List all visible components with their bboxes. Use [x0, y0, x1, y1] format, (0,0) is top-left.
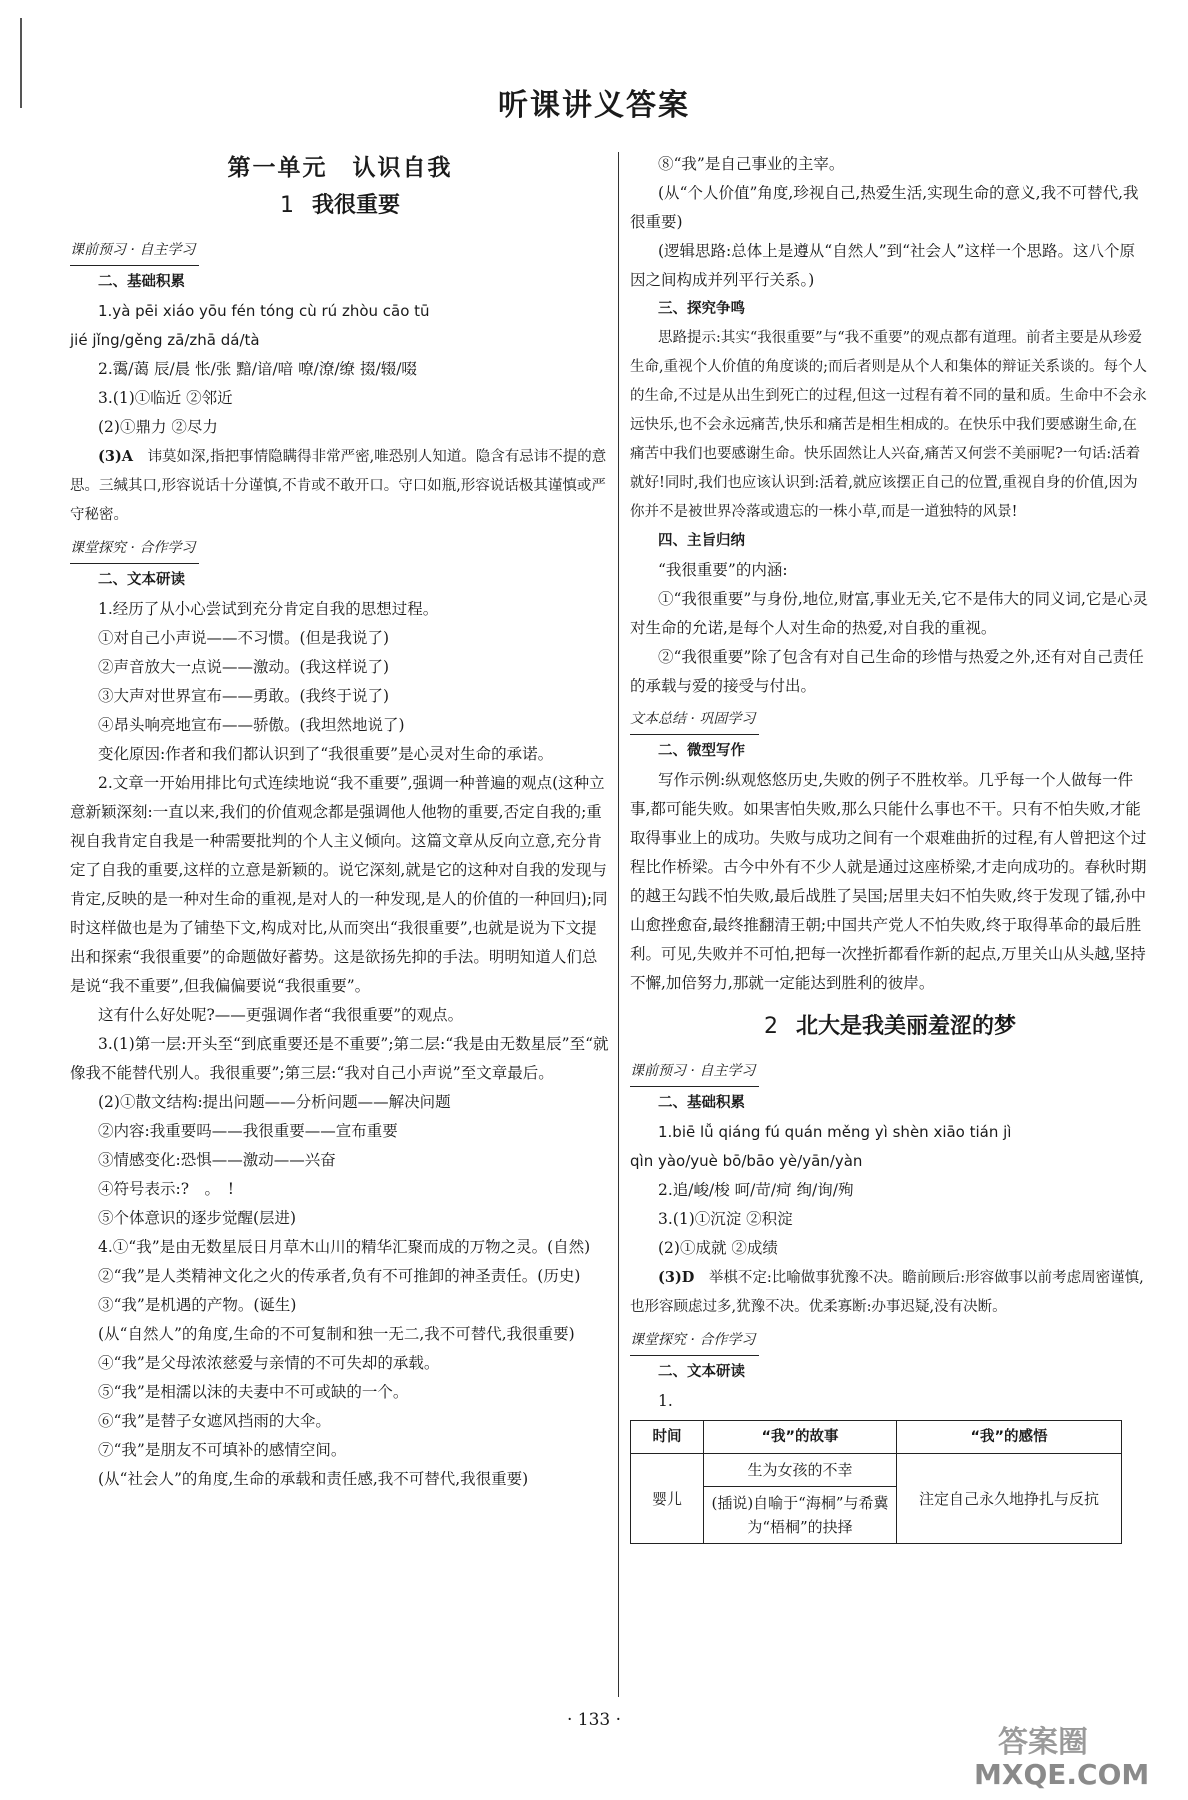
answer-line: ⑥“我”是替子女遮风挡雨的大伞。: [98, 1412, 331, 1430]
answer-paragraph: (从“个人价值”角度,珍视自己,热爱生活,实现生命的意义,我不可替代,我很重要): [630, 184, 1139, 231]
answer-paragraph: [630, 1263, 1150, 1322]
answer-line: ①对自己小声说——不习惯。(但是我说了): [98, 629, 390, 647]
answer-line: ③“我”是机遇的产物。(诞生): [98, 1296, 297, 1314]
table-header-cell: 时间: [631, 1421, 704, 1454]
answer-line: ②内容:我重要吗——我很重要——宣布重要: [98, 1122, 398, 1140]
answer-line: ③大声对世界宣布——勇敢。(我终于说了): [98, 687, 390, 705]
answer-paragraph: ①“我很重要”与身份,地位,财富,事业无关,它不是伟大的同义词,它是心灵对生命的允诺,是每个人对生命的热爱,对自我的重视。: [630, 590, 1148, 637]
subsection-heading: 二、基础积累: [658, 1095, 745, 1111]
table-cell-insight: 注定自己永久地挣扎与反抗: [897, 1454, 1122, 1544]
pinyin-line: qìn yào/yuè bō/bāo yè/yān/yàn: [630, 1152, 863, 1170]
answer-explanation: 举棋不定:比喻做事犹豫不决。瞻前顾后:形容做事以前考虑周密谨慎,也形容顾虑过多,犹豫不决。优柔寡断:办事迟疑,没有决断。: [630, 1270, 1144, 1315]
pinyin-line: jié jǐng/gěng zā/zhā dá/tà: [70, 331, 260, 349]
watermark-logo: [968, 1718, 1168, 1790]
page-number: · 133 ·: [566, 1710, 622, 1730]
answer-paragraph: 3.(1)第一层:开头至“到底重要还是不重要”;第二层:“我是由无数星辰”至“就像我不能替代别人。我很重要”;第三层:“我对自己小声说”至文章最后。: [70, 1035, 609, 1082]
subsection-heading: 三、探究争鸣: [658, 301, 745, 317]
answer-line: ⑤“我”是相濡以沫的夫妻中不可或缺的一个。: [98, 1383, 409, 1401]
table-cell-period: 婴儿: [631, 1454, 704, 1544]
answer-line: 3.(1)①临近 ②邻近: [98, 389, 233, 407]
answer-paragraph: (从“自然人”的角度,生命的不可复制和独一无二,我不可替代,我很重要): [98, 1325, 575, 1343]
answer-line: ⑧“我”是自己事业的主宰。: [658, 155, 845, 173]
table-row: [631, 1454, 1122, 1487]
answer-line: 3.(1)①沉淀 ②积淀: [658, 1210, 793, 1228]
section-header: 课堂探究 · 合作学习: [70, 534, 199, 564]
watermark-top-text: 答案圈: [998, 1725, 1088, 1760]
section-header: 课前预习 · 自主学习: [70, 236, 199, 266]
story-table: [630, 1420, 1122, 1544]
subsection-heading: 二、基础积累: [98, 274, 185, 290]
section-header: 文本总结 · 巩固学习: [630, 705, 759, 735]
lesson-number: 1: [279, 193, 294, 218]
answer-line: ②声音放大一点说——激动。(我这样说了): [98, 658, 390, 676]
page-title: 听课讲义答案: [498, 88, 690, 123]
table-header-row: [631, 1421, 1122, 1454]
answer-paragraph: ②“我很重要”除了包含有对自己生命的珍惜与热爱之外,还有对自己责任的承载与爱的接受与付出。: [630, 648, 1144, 695]
unit-title: 第一单元 认识自我: [227, 155, 453, 181]
section-header: 课前预习 · 自主学习: [630, 1057, 759, 1087]
subsection-heading: 二、文本研读: [98, 572, 185, 588]
lesson-2-title: [630, 1012, 1150, 1041]
answer-line: (2)①散文结构:提出问题——分析问题——解决问题: [98, 1093, 451, 1111]
answer-line: (2)①成就 ②成绩: [658, 1239, 778, 1257]
watermark-bottom-text: MXQE.COM: [974, 1758, 1150, 1790]
answer-line: ④昂头响亮地宣布——骄傲。(我坦然地说了): [98, 716, 405, 734]
lesson-1-title: [70, 191, 610, 220]
answer-choice: (3)A: [98, 448, 134, 465]
answer-line: 1.经历了从小心尝试到充分肯定自我的思想过程。: [98, 600, 439, 618]
answer-line: ③情感变化:恐惧——激动——兴奋: [98, 1151, 336, 1169]
answer-paragraph: (逻辑思路:总体上是遵从“自然人”到“社会人”这样一个思路。这八个原因之间构成并列平行关系。): [630, 242, 1135, 289]
subsection-heading: 四、主旨归纳: [658, 533, 745, 549]
table-cell-story: 生为女孩的不幸: [704, 1454, 897, 1487]
answer-line: ④“我”是父母浓浓慈爱与亲情的不可失却的承载。: [98, 1354, 440, 1372]
lesson-title-text: 我很重要: [311, 193, 400, 218]
answer-line: “我很重要”的内涵:: [658, 561, 788, 579]
left-column: [70, 150, 610, 1494]
answer-line: 2.追/峻/梭 呵/苛/疴 绚/询/殉: [658, 1181, 854, 1199]
answer-explanation: 讳莫如深,指把事情隐瞒得非常严密,唯恐别人知道。隐含有忌讳不提的意思。三缄其口,形容说话十分谨慎,不肯或不敢开口。守口如瓶,形容说话极其谨慎或严守秘密。: [70, 449, 607, 523]
answer-line: 1.: [658, 1392, 673, 1410]
answer-paragraph: [70, 442, 610, 530]
answer-paragraph: ②“我”是人类精神文化之火的传承者,负有不可推卸的神圣责任。(历史): [98, 1267, 581, 1285]
table-cell-story: (插说)自喻于“海桐”与希冀为“梧桐”的抉择: [704, 1487, 897, 1544]
answer-line: (从“社会人”的角度,生命的承载和责任感,我不可替代,我很重要): [98, 1470, 529, 1488]
column-divider: [618, 152, 619, 1697]
answer-paragraph: 写作示例:纵观悠悠历史,失败的例子不胜枚举。几乎每一个人做每一件事,都可能失败。如果害怕失败,那么只能什么事也不干。只有不怕失败,才能取得事业上的成功。失败与成功之间有一个艰难曲折的过程,有人曾把这个过程比作桥梁。古今中外有不少人就是通过这座桥梁,才走向成功的。春秋时期的越王勾践不怕失败,最后战胜了吴国;居里夫妇不怕失败,终于发现了镭,孙中山愈挫愈奋,最终推翻清王朝;中国共产党人不怕失败,终于取得革命的最后胜利。可见,失败并不可怕,把每一次挫折都看作新的起点,万里关山从头越,坚持不懈,加倍努力,那就一定能达到胜利的彼岸。: [630, 771, 1147, 992]
answer-line: 这有什么好处呢?——更强调作者“我很重要”的观点。: [98, 1006, 464, 1024]
right-column: [630, 150, 1150, 1544]
answer-line: ④符号表示:? 。 !: [98, 1180, 235, 1198]
section-header: 课堂探究 · 合作学习: [630, 1326, 759, 1356]
answer-line: 变化原因:作者和我们都认识到了“我很重要”是心灵对生命的承诺。: [98, 745, 554, 763]
subsection-heading: 二、文本研读: [658, 1364, 745, 1380]
answer-paragraph: 2.文章一开始用排比句式连续地说“我不重要”,强调一种普遍的观点(这种立意新颖深刻:一直以来,我们的价值观念都是强调他人他物的重要,否定自我的;重视自我肯定自我是一种需要批判的个人主义倾向。这篇文章从反向立意,充分肯定了自我的重要,这样的立意是新颖的。说它深刻,就是它的这种对自我的发现与肯定,反映的是一种对生命的重视,是对人的一种发现,是人的价值的一种回归);同时这样做也是为了铺垫下文,构成对比,从而突出“我很重要”,也就是说为下文提出和探索“我很重要”的命题做好蓄势。这是欲扬先抑的手法。明明知道人们总是说“我不重要”,但我偏偏要说“我很重要”。: [70, 774, 608, 995]
lesson-title-text: 北大是我美丽羞涩的梦: [795, 1014, 1016, 1039]
answer-paragraph: 4.①“我”是由无数星辰日月草木山川的精华汇聚而成的万物之灵。(自然): [98, 1238, 591, 1256]
pinyin-line: 1.yà pēi xiáo yōu fén tóng cù rú zhòu cāo tū: [98, 302, 430, 320]
answer-line: 2.霭/蔼 辰/晨 怅/张 黯/谙/喑 嘹/潦/缭 掇/辍/啜: [98, 360, 417, 378]
answer-choice: (3)D: [658, 1269, 695, 1286]
table-header-cell: “我”的感悟: [897, 1421, 1122, 1454]
answer-paragraph: 思路提示:其实“我很重要”与“我不重要”的观点都有道理。前者主要是从珍爱生命,重视个人价值的角度谈的;而后者则是从个人和集体的辩证关系谈的。每个人的生命,不过是从出生到死亡的过程,但这一过程有着不同的量和质。生命中不会永远快乐,也不会永远痛苦,快乐和痛苦是相生相成的。在快乐中我们要感谢生命,在痛苦中我们也要感谢生命。快乐固然让人兴奋,痛苦又何尝不美丽呢?一句话:活着就好!同时,我们也应该认识到:活着,就应该摆正自己的位置,重视自身的价值,因为你并不是被世界冷落或遗忘的一株小草,而是一道独特的风景!: [630, 330, 1147, 520]
answer-line: ⑤个体意识的逐步觉醒(层进): [98, 1209, 297, 1227]
answer-line: (2)①鼎力 ②尽力: [98, 418, 218, 436]
pinyin-line: 1.biē lǚ qiáng fú quán měng yì shèn xiāo tián jì: [658, 1123, 1012, 1141]
answer-line: ⑦“我”是朋友不可填补的感情空间。: [98, 1441, 347, 1459]
subsection-heading: 二、微型写作: [658, 743, 745, 759]
lesson-number: 2: [763, 1014, 778, 1039]
table-header-cell: “我”的故事: [704, 1421, 897, 1454]
